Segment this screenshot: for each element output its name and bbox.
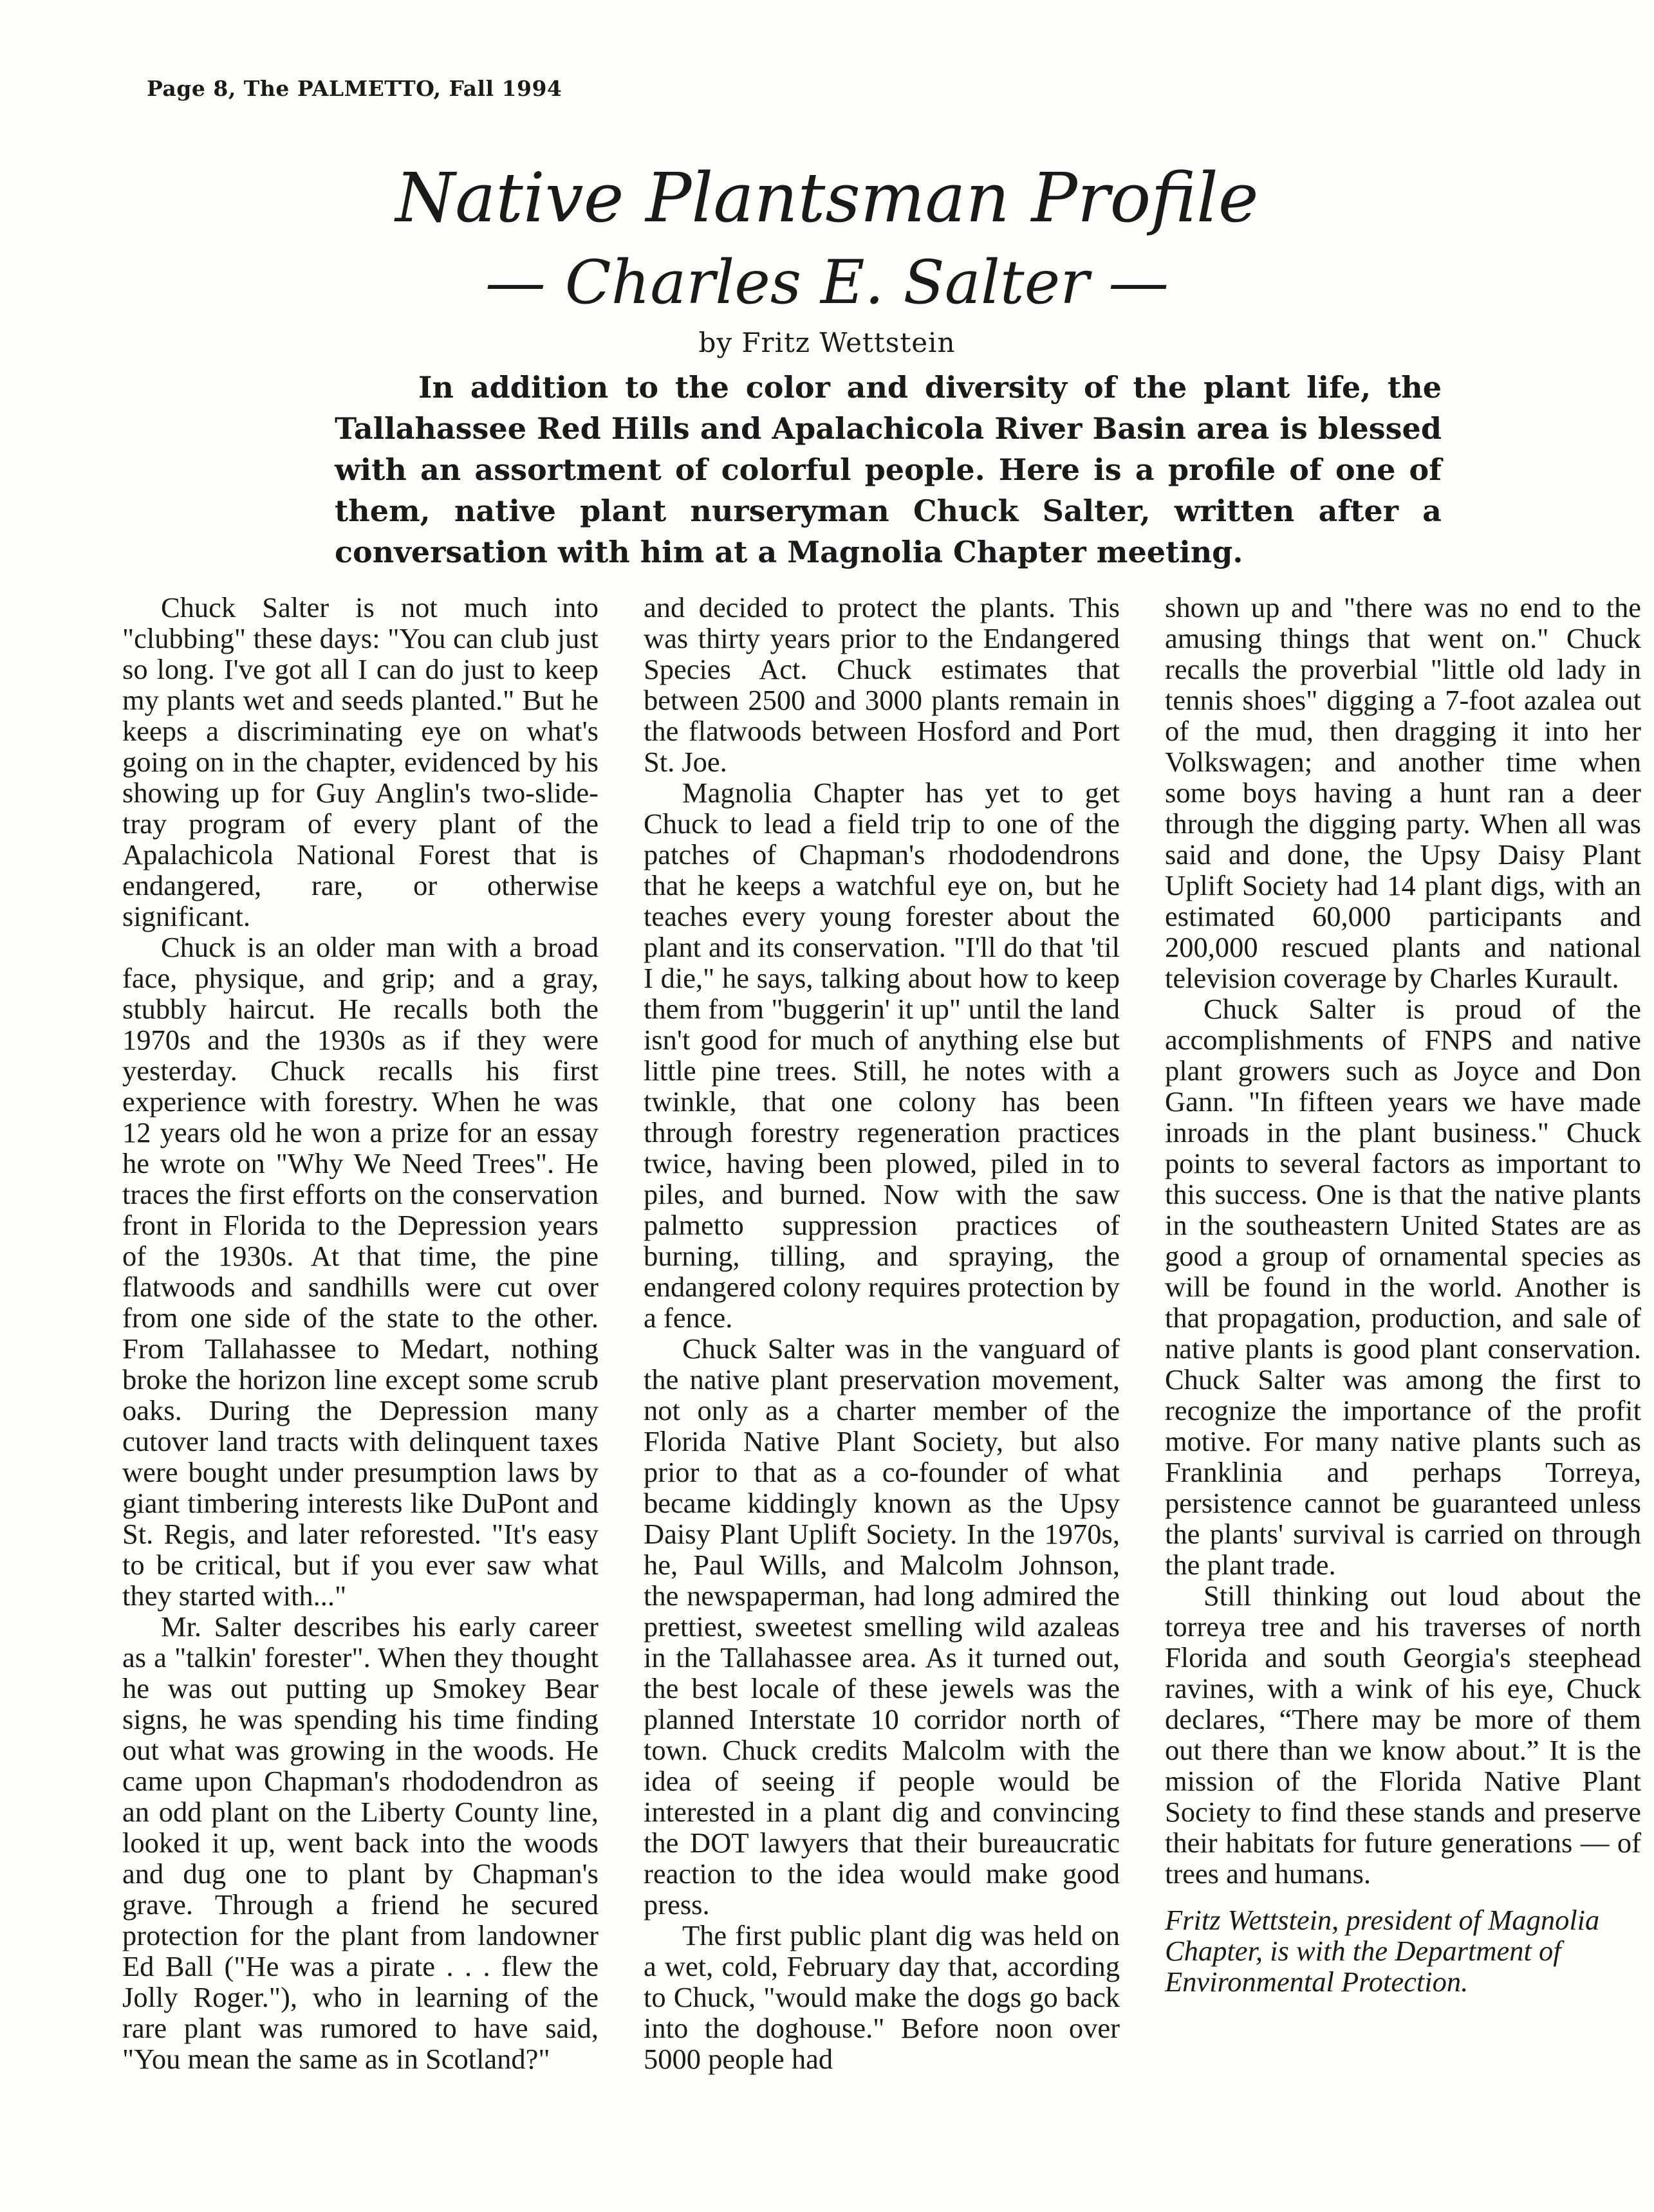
article-body [122, 592, 1641, 2162]
article-title: Native Plantsman Profile [395, 158, 1259, 237]
paragraph: Chuck Salter was in the vanguard of the native plant preservation movement, not only as a charter member of the Florida Native Plant Society, but also prior to that as a co-founder of what became kiddingly known as the Upsy Daisy Plant Uplift Society. In the 1970s, he, Paul Wills, and Malcolm Johnson, the newspaperman, had long admired the prettiest, sweetest smelling wild azaleas in the Tallahassee area. As it turned out, the best locale of these jewels was the planned Interstate 10 corridor north of town. Chuck credits Malcolm with the idea of seeing if people would be interested in a plant dig and convincing the DOT lawyers that their bureaucratic reaction to the idea would make good press. [644, 1332, 1120, 1921]
paragraph: The first public plant dig was held on a wet, cold, February day that, according to Chuck, "would make the dogs go back into the doghouse." Before noon over 5000 people had [644, 1919, 1120, 2075]
paragraph: Chuck Salter is not much into "clubbing" these days: "You can club just so long. I've got all I can do just to keep my plants wet and seeds planted." But he keeps a discriminating eye on what's going on in the chapter, evidenced by his showing up for Guy Anglin's two-slide-tray program of every plant of the Apalachicola National Forest that is endangered, rare, or otherwise significant. [122, 591, 599, 932]
paragraph: Mr. Salter describes his early career as a "talkin' forester". When they thought he was out putting up Smokey Bear signs, he was spending his time finding out what was growing in the woods. He came upon Chapman's rhododendron as an odd plant on the Liberty County line, looked it up, went back into the woods and dug one to plant by Chapman's grave. Through a friend he secured protection for the plant from landowner Ed Ball ("He was a pirate . . . flew the Jolly Roger."), who in learning of the rare plant was rumored to have said, "You mean the same as in Scotland?" [122, 1610, 599, 2075]
author-credit: Fritz Wettstein, president of Magnolia Chapter, is with the Department of Environmental Protection. [1165, 1904, 1600, 1998]
paragraph: Chuck is an older man with a broad face, physique, and grip; and a gray, stubbly haircut. He recalls both the 1970s and the 1930s as if they were yesterday. Chuck recalls his first experience with forestry. When he was 12 years old he won a prize for an essay he wrote on "Why We Need Trees". He traces the first efforts on the conservation front in Florida to the Depression years of the 1930s. At that time, the pine flatwoods and sandhills were cut over from one side of the state to the other. From Tallahassee to Medart, nothing broke the horizon line except some scrub oaks. During the Depression many cutover land tracts with delinquent taxes were bought under presumption laws by giant timbering interests like DuPont and St. Regis, and later reforested. "It's easy to be critical, but if you ever saw what they started with..." [122, 931, 599, 1612]
paragraph: shown up and "there was no end to the amusing things that went on." Chuck recalls the proverbial "little old lady in tennis shoes" digging a 7-foot azalea out of the mud, then dragging it into her Volkswagen; and another time when some boys having a hunt ran a deer through the digging party. When all was said and done, the Upsy Daisy Plant Uplift Society had 14 plant digs, with an estimated 60,000 participants and 200,000 rescued plants and national television coverage by Charles Kurault. [1165, 591, 1641, 994]
column-2 [644, 592, 1120, 2162]
paragraph: Chuck Salter is proud of the accomplishments of FNPS and native plant growers such as Joyce and Don Gann. "In fifteen years we have made inroads in the plant business." Chuck points to several factors as important to this success. One is that the native plants in the southeastern United States are as good a group of ornamental species as will be found in the world. Another is that propagation, production, and sale of native plants is good plant conservation. Chuck Salter was among the first to recognize the importance of the profit motive. For many native plants such as Franklinia and perhaps Torreya, persistence cannot be guaranteed unless the plants' survival is carried on through the plant trade. [1165, 993, 1641, 1581]
column-3 [1165, 592, 1641, 2162]
lead-paragraph: In addition to the color and diversity of the plant life, the Tallahassee Red Hills and Apalachicola River Basin area is blessed with an assortment of colorful people. Here is a profile of one of them, native plant nurseryman Chuck Salter, written after a conversation with him at a Magnolia Chapter meeting. [335, 370, 1442, 569]
paragraph: Still thinking out loud about the torreya tree and his traverses of north Florida and south Georgia's steephead ravines, with a wink of his eye, Chuck declares, “There may be more of them out there than we know about.” It is the mission of the Florida Native Plant Society to find these stands and preserve their habitats for future generations — of trees and humans. [1165, 1580, 1641, 1890]
running-head: Page 8, The PALMETTO, Fall 1994 [147, 76, 562, 101]
column-1 [122, 592, 599, 2162]
byline: by Fritz Wettstein [698, 327, 956, 358]
paragraph: and decided to protect the plants. This was thirty years prior to the Endangered Species Act. Chuck estimates that between 2500 and 3000 plants remain in the flatwoods between Hosford and Port St. Joe. [644, 591, 1120, 778]
article-subtitle: — Charles E. Salter — [485, 248, 1169, 318]
paragraph: Magnolia Chapter has yet to get Chuck to lead a field trip to one of the patches of Chapman's rhododendrons that he keeps a watchful eye on, but he teaches every young forester about the plant and its conservation. "I'll do that 'til I die," he says, talking about how to keep them from "buggerin' it up" until the land isn't good for much of anything else but little pine trees. Still, he notes with a twinkle, that one colony has been through forestry regeneration practices twice, having been plowed, piled in to piles, and burned. Now with the saw palmetto suppression practices of burning, tilling, and spraying, the endangered colony requires protection by a fence. [644, 777, 1120, 1334]
